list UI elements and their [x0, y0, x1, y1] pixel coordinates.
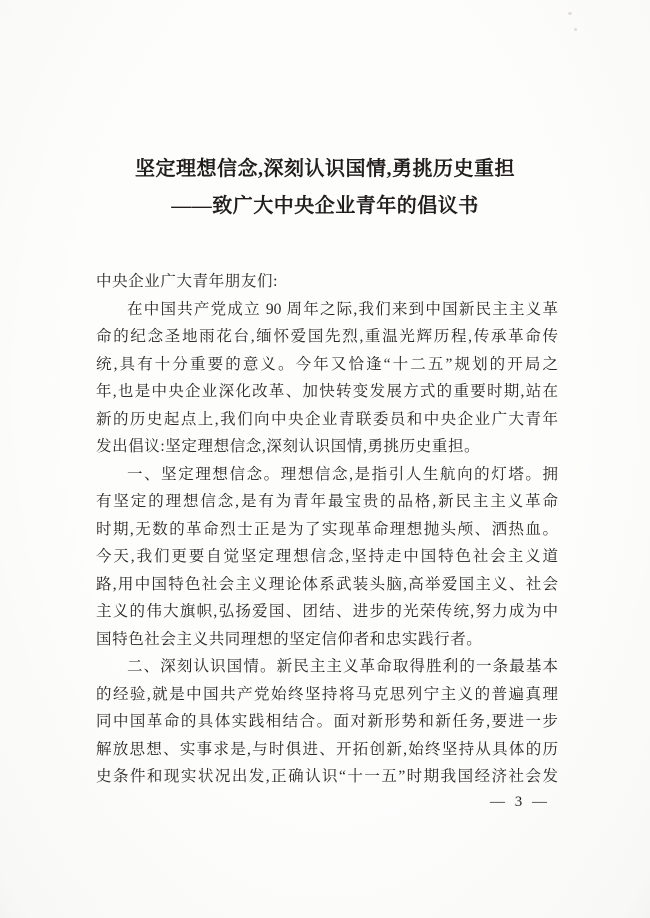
body-line: 新的历史起点上,我们向中央企业青联委员和中央企业广大青年 — [96, 410, 558, 428]
scan-artifact-speck — [568, 12, 572, 15]
body-line: 今天,我们更要自觉坚定理想信念,坚持走中国特色社会主义道 — [96, 548, 558, 565]
scan-artifact-speck — [574, 28, 577, 31]
body-line: 解放思想、实事求是,与时俱进、开拓创新,始终坚持从具体的历 — [96, 740, 558, 758]
body-line: 路,用中国特色社会主义理论体系武装头脑,高举爱国主义、社会 — [96, 575, 558, 593]
body-line: 有坚定的理想信念,是有为青年最宝贵的品格,新民主主义革命 — [96, 493, 558, 510]
body-line: 主义的伟大旗帜,弘扬爱国、团结、进步的光荣传统,努力成为中 — [96, 603, 558, 620]
body-line: 在中国共产党成立 90 周年之际,我们来到中国新民主主义革 — [127, 300, 558, 318]
document-body-text — [96, 268, 558, 791]
body-line: 时期,无数的革命烈士正是为了实现革命理想抛头颅、洒热血。 — [96, 520, 558, 538]
body-line: 国特色社会主义共同理想的坚定信仰者和忠实践行者。 — [96, 630, 483, 648]
body-line: 中央企业广大青年朋友们: — [96, 273, 279, 290]
body-line: 二、深刻认识国情。新民主主义革命取得胜利的一条最基本 — [127, 658, 558, 675]
body-line: 命的纪念圣地雨花台,缅怀爱国先烈,重温光辉历程,传承革命传 — [96, 328, 558, 345]
body-line: 史条件和现实状况出发,正确认识“十一五”时期我国经济社会发 — [96, 768, 558, 785]
document-title: 坚定理想信念,深刻认识国情,勇挑历史重担 — [135, 158, 515, 180]
body-line: 同中国革命的具体实践相结合。面对新形势和新任务,要进一步 — [96, 713, 558, 730]
page-number: — 3 — — [490, 794, 550, 810]
body-line: 发出倡议:坚定理想信念,深刻认识国情,勇挑历史重担。 — [96, 438, 481, 455]
document-subtitle: ——致广大中央企业青年的倡议书 — [171, 195, 479, 217]
body-line: 统,具有十分重要的意义。今年又恰逢“十二五”规划的开局之 — [96, 355, 558, 373]
body-line: 年,也是中央企业深化改革、加快转变发展方式的重要时期,站在 — [96, 383, 558, 400]
body-line: 一、坚定理想信念。理想信念,是指引人生航向的灯塔。拥 — [127, 465, 558, 483]
body-line: 的经验,就是中国共产党始终坚持将马克思列宁主义的普遍真理 — [96, 685, 558, 703]
